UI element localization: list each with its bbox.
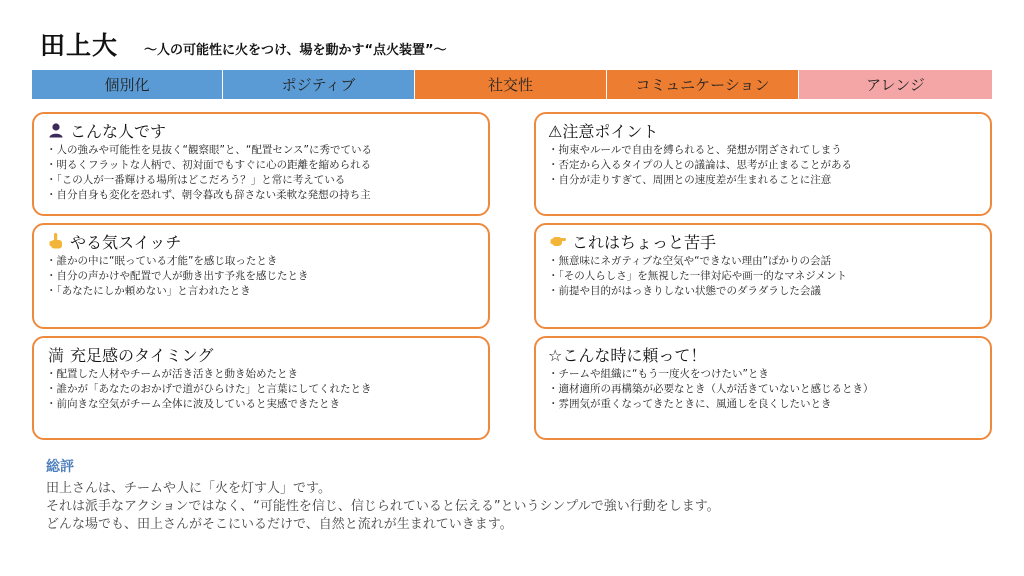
list-item: ・否定から入るタイプの人との議論は、思考が止まることがある — [548, 159, 852, 171]
card-motivation — [32, 223, 490, 329]
card-motivation-list — [46, 254, 476, 299]
summary — [46, 456, 996, 534]
person-name: 田上大 — [40, 31, 119, 60]
hand-icon — [548, 231, 568, 251]
card-caution-list — [548, 143, 978, 188]
card-rely-heading: ☆こんな時に頼って！ — [548, 345, 707, 365]
list-item: ・前提や目的がはっきりしない状態でのダラダラした会議 — [548, 285, 821, 297]
card-caution-title — [548, 119, 978, 141]
card-rely-list — [548, 367, 978, 412]
tagline: ～人の可能性に火をつけ、場を動かす“点火装置”～ — [144, 43, 447, 58]
list-item: ・「その人らしさ」を無視した一律対応や画一的なマネジメント — [548, 270, 847, 282]
summary-line: どんな場でも、田上さんがそこにいるだけで、自然と流れが生まれていきます。 — [46, 517, 513, 532]
list-item: ・「この人が一番輝ける場所はどこだろう？」と常に考えている — [46, 174, 346, 186]
list-item: ・雰囲気が重くなってきたときに、風通しを良くしたいとき — [548, 398, 832, 410]
card-weakness-title — [548, 230, 978, 252]
list-item: ・誰かの中に“眠っている才能”を感じ取ったとき — [46, 255, 278, 267]
pointing-hand-icon — [46, 231, 66, 251]
card-rely-title — [548, 343, 978, 365]
list-item: ・自分自身も変化を恐れず、朝令暮改も辞さない柔軟な発想の持ち主 — [46, 189, 371, 201]
card-person-title — [46, 119, 476, 141]
list-item: ・「あなたにしか頼めない」と言われたとき — [46, 285, 251, 297]
list-item: ・無意味にネガティブな空気や“できない理由”ばかりの会話 — [548, 255, 832, 267]
summary-line: それは派手なアクションではなく、“可能性を信じ、信じられていると伝える”というシンプルで強い行動をします。 — [46, 499, 720, 514]
strength-arranger: アレンジ — [799, 70, 992, 99]
summary-line: 田上さんは、チームや人に「火を灯す人」です。 — [46, 481, 331, 496]
list-item: ・自分が走りすぎて、周囲との速度差が生まれることに注意 — [548, 174, 832, 186]
list-item: ・配置した人材やチームが活き活きと動き始めたとき — [46, 368, 298, 380]
card-caution-heading: ⚠注意ポイント — [548, 121, 659, 141]
list-item: ・適材適所の再構築が必要なとき（人が活きていないと感じるとき） — [548, 383, 874, 395]
header — [40, 26, 447, 66]
card-weakness-list — [548, 254, 978, 299]
card-weakness — [534, 223, 992, 329]
list-item: ・明るくフラットな人柄で、初対面でもすぐに心の距離を縮められる — [46, 159, 372, 171]
list-item: ・チームや組織に“もう一度火をつけたい”とき — [548, 368, 769, 380]
list-item: ・誰かが「あなたのおかげで道がひらけた」と言葉にしてくれたとき — [46, 383, 372, 395]
card-motivation-title — [46, 230, 476, 252]
card-caution — [534, 112, 992, 216]
card-fulfillment-list — [46, 367, 476, 412]
card-fulfillment — [32, 336, 490, 440]
card-fulfillment-title — [46, 343, 476, 365]
list-item: ・前向きな空気がチーム全体に波及していると実感できたとき — [46, 398, 340, 410]
fulfillment-kanji-icon: 満 — [47, 345, 64, 365]
card-rely — [534, 336, 992, 440]
strength-individualization: 個別化 — [32, 70, 223, 99]
strength-woo: 社交性 — [415, 70, 607, 99]
list-item: ・自分の声かけや配置で人が動き出す予兆を感じたとき — [46, 270, 309, 282]
person-icon — [46, 120, 66, 140]
card-person — [32, 112, 490, 216]
list-item: ・人の強みや可能性を見抜く“観察眼”と、“配置センス”に秀でている — [46, 144, 372, 156]
strength-positivity: ポジティブ — [223, 70, 415, 99]
summary-label: 総評 — [46, 459, 74, 475]
card-person-heading: こんな人です — [70, 121, 167, 141]
card-motivation-heading: やる気スイッチ — [70, 232, 182, 252]
list-item: ・拘束やルールで自由を縛られると、発想が閉ざされてしまう — [548, 144, 842, 156]
card-person-list — [46, 143, 476, 203]
strengths-bar — [32, 70, 992, 99]
card-weakness-heading: これはちょっと苦手 — [572, 232, 717, 252]
card-fulfillment-heading: 充足感のタイミング — [70, 345, 214, 365]
strength-communication: コミュニケーション — [607, 70, 799, 99]
